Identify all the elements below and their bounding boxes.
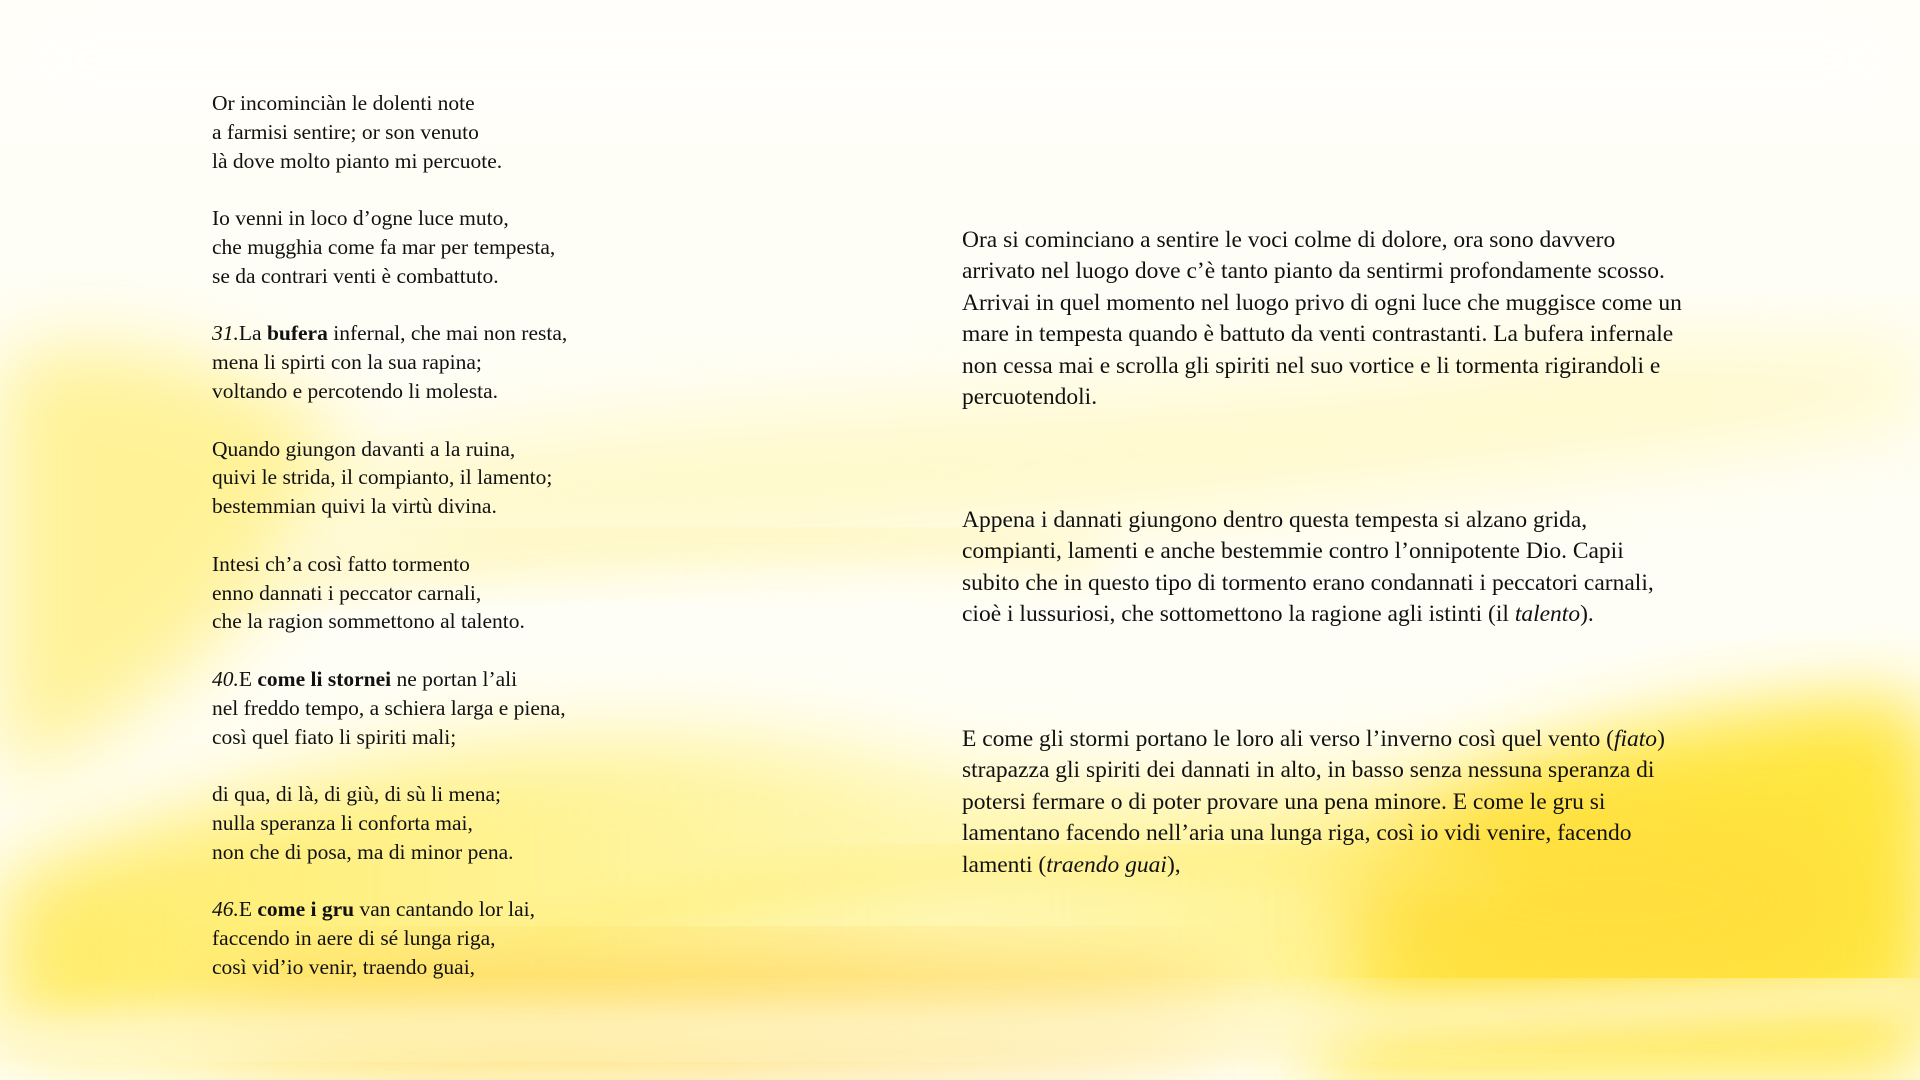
paraphrase-text: Ora si cominciano a sentire le voci colme di dolore, ora sono davvero arrivato nel luogo dove c’è tanto pianto da sentirmi profondamente scosso. [962, 227, 1665, 285]
paraphrase-span: ), [1166, 851, 1181, 878]
verse-line: Io venni in loco d’ogne luce muto, [212, 206, 509, 231]
keyword-bold: come i gru [257, 897, 355, 922]
verse-line: voltando e percotendo li molesta. [212, 378, 498, 403]
verse-line: di qua, di là, di giù, di sù li mena; [212, 782, 502, 807]
verse-line: enno dannati i peccator carnali, [212, 580, 482, 605]
verse-text: E [238, 666, 258, 691]
stanza-7 [212, 780, 852, 866]
stanza-5 [212, 550, 852, 636]
verse-line: là dove molto pianto mi percuote. [212, 148, 503, 173]
verse-line: così quel fiato li spiriti mali; [212, 724, 457, 749]
paraphrase-paragraph-3 [962, 724, 1682, 881]
stanza-1 [212, 89, 852, 175]
italic-term: talento [1514, 601, 1581, 628]
verse-text: infernal, che mai non resta, [327, 321, 568, 346]
verse-line: nulla speranza li conforta mai, [212, 810, 473, 835]
verse-line: quivi le strida, il compianto, il lamento; [212, 465, 553, 490]
stanza-6 [212, 665, 852, 751]
italic-term: traendo guai [1046, 851, 1167, 878]
verse-line: Quando giungon davanti a la ruina, [212, 436, 516, 461]
stanza-3 [212, 319, 852, 405]
paraphrase-text [962, 505, 1682, 631]
verse-line-numbered [212, 319, 852, 348]
keyword-bold: come li stornei [257, 666, 392, 691]
verse-text: ne portan l’ali [391, 666, 518, 691]
paraphrase-span: ). [1580, 601, 1594, 628]
poem-column [212, 89, 852, 982]
verse-number: 46. [212, 897, 239, 922]
verse-text: E [238, 897, 258, 922]
verse-line: mena li spirti con la sua rapina; [212, 350, 482, 375]
verse-line-numbered [212, 895, 852, 924]
verse-text: van cantando lor lai, [354, 897, 536, 922]
stanza-2 [212, 204, 852, 290]
keyword-bold: bufera [266, 321, 328, 346]
stanza-4 [212, 435, 852, 521]
paraphrase-paragraph-2 [962, 505, 1682, 631]
verse-text: La [238, 321, 267, 346]
verse-line: a farmisi sentire; or son venuto [212, 119, 479, 144]
verse-line: non che di posa, ma di minor pena. [212, 839, 514, 864]
italic-term: fiato [1613, 726, 1658, 752]
verse-line: se da contrari venti è combattuto. [212, 263, 499, 288]
verse-line: che la ragion sommettono al talento. [212, 609, 525, 634]
verse-line: che mugghia come fa mar per tempesta, [212, 234, 556, 259]
paraphrase-text: Arrivai in quel momento nel luogo privo di ogni luce che muggisce come un mare in tempesta quando è battuto da venti contrastanti. La bufera infernale non cessa mai e scrolla gli spiriti nel suo vortice e li tormenta rigirandoli e percuotendoli. [962, 289, 1682, 411]
paraphrase-span: Appena i dannati giungono dentro questa tempesta si alzano grida, compianti, lamenti e anche bestemmie contro l’onnipotente Dio. Capii subito che in questo tipo di tormento erano condannati i peccatori carnali, cioè i lussuriosi, che sottomettono la ragione agli istinti (il [962, 507, 1654, 628]
paraphrase-span: E come gli stormi portano le loro ali verso l’inverno così quel vento ( [962, 726, 1614, 752]
verse-number: 31. [212, 321, 239, 346]
verse-number: 40. [212, 666, 239, 691]
verse-line: faccendo in aere di sé lunga riga, [212, 926, 496, 951]
paraphrase-paragraph-1 [962, 225, 1682, 413]
paraphrase-span: ) strapazza gli spiriti dei dannati in alto, in basso senza nessuna speranza di potersi fermare o di poter provare una pena minore. E come le gru si lamentano facendo nell’aria una lunga riga, così io vidi venire, facendo lamenti ( [962, 726, 1665, 878]
verse-line-numbered [212, 665, 852, 694]
verse-line: nel freddo tempo, a schiera larga e piena, [212, 695, 566, 720]
verse-line: Intesi ch’a così fatto tormento [212, 551, 470, 576]
verse-line: così vid’io venir, traendo guai, [212, 954, 476, 979]
paraphrase-text [962, 724, 1682, 881]
verse-line: bestemmian quivi la virtù divina. [212, 494, 497, 519]
verse-line: Or incominciàn le dolenti note [212, 91, 475, 115]
stanza-8 [212, 895, 852, 981]
